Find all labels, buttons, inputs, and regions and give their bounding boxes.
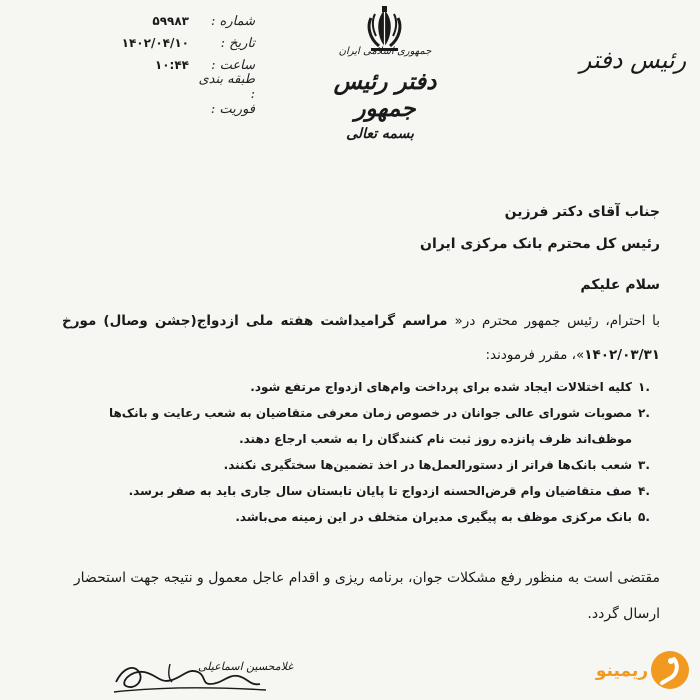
date-row [95, 32, 255, 54]
addressee-title: رئیس کل محترم بانک مرکزی ایران [420, 236, 660, 252]
country-name: جمهوری اسلامی ایران [338, 46, 432, 57]
directive-number: .۱ [638, 380, 650, 394]
directive-text: مصوبات شورای عالی جوانان در خصوص زمان معرفی متقاضیان به شعب رعایت و بانک‌ها موظف‌اند ظرف پانزده روز ثبت نام کنندگان را به شعب ارجاع دهند. [108, 406, 632, 446]
number-row [95, 10, 255, 32]
classification-label: طبقه بندی : [198, 72, 255, 102]
directive-number: .۳ [638, 458, 650, 472]
intro-paragraph [62, 304, 660, 372]
directive-number: .۴ [638, 484, 650, 498]
time-label: ساعت : [211, 57, 255, 73]
number-value: ۵۹۹۸۳ [152, 14, 189, 28]
addressee-name: جناب آقای دکتر فرزین [504, 204, 660, 220]
directive-number: .۵ [638, 510, 650, 524]
directive-item [58, 504, 660, 530]
urgency-label: فوریت : [210, 101, 255, 117]
urgency-row [95, 98, 255, 120]
directive-number: .۲ [638, 406, 650, 420]
directive-item [58, 400, 660, 452]
intro-event: مراسم گرامیداشت هفته ملی ازدواج(جشن وصال) مورخ ۱۴۰۲/۰۳/۳۱ [62, 313, 660, 363]
date-value: ۱۴۰۲/۰۴/۱۰ [121, 36, 189, 50]
directive-text: شعب بانک‌ها فراتر از دستورالعمل‌ها در اخذ تضمین‌ها سختگیری نکنند. [223, 458, 632, 472]
directive-item [58, 374, 660, 400]
greeting: سلام علیکم [580, 277, 660, 293]
time-value: ۱۰:۴۴ [154, 58, 189, 72]
directive-text: صف متقاضیان وام قرض‌الحسنه ازدواج تا پایان تابستان سال جاری باید به صفر برسد. [128, 484, 632, 498]
office-name: دفتر رئیس جمهور [333, 68, 437, 122]
number-label: شماره : [211, 13, 255, 29]
intro-end: »، مقرر فرمودند: [485, 347, 585, 363]
directive-text: بانک مرکزی موظف به پیگیری مدیران متخلف در این زمینه می‌باشد. [235, 510, 632, 524]
directive-item [58, 478, 660, 504]
directive-item [58, 452, 660, 478]
signature-text: غلامحسین اسماعیلی [198, 660, 293, 673]
date-label: تاریخ : [220, 35, 255, 51]
remino-logo-icon [650, 650, 690, 690]
classification-row [95, 72, 255, 102]
basmala: بسمه تعالی [346, 126, 414, 142]
intro-start: با احترام، رئیس جمهور محترم در« [454, 313, 660, 329]
directive-list [58, 374, 660, 530]
closing-paragraph: مقتضی است به منظور رفع مشکلات جوان، برنامه ریزی و اقدام عاجل معمول و نتیجه جهت استحضار ارسال گردد. [73, 570, 660, 622]
remino-logo-text: ریمینو [595, 661, 648, 681]
head-of-office-title: رئیس دفتر [579, 46, 687, 74]
directive-text: کلیه اختلالات ایجاد شده برای پرداخت وام‌های ازدواج مرتفع شود. [250, 380, 632, 394]
letter-metadata [95, 10, 255, 120]
